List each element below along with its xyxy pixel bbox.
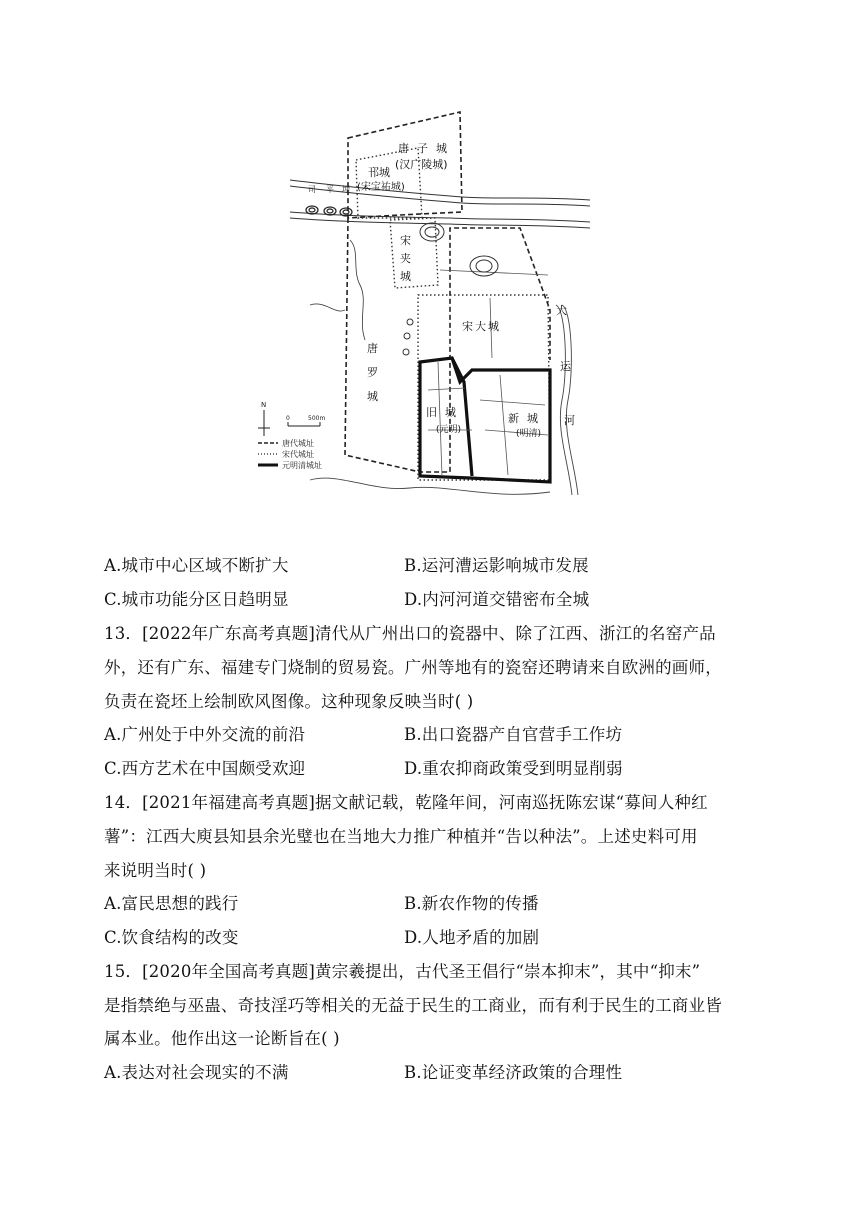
label-da: 大 (556, 304, 567, 317)
q12-option-d: D.内河河道交错密布全城 (404, 590, 590, 609)
label-yun: 运 (560, 360, 571, 373)
q15-option-a: A.表达对社会现实的不满 (104, 1063, 289, 1082)
label-han-guangling: (汉广陵城) (395, 158, 448, 171)
q13-stem-line3: 负责在瓷坯上绘制欧风图像。这种现象反映当时( ) (104, 692, 474, 711)
lock-icons (306, 206, 352, 216)
svg-text:平: 平 (326, 185, 334, 194)
legend-song: 宋代城址 (282, 450, 314, 459)
q13-option-c: C.西方艺术在中国颇受欢迎 (104, 759, 306, 778)
street-lines (428, 270, 548, 476)
label-jiu-cheng: 旧城 (426, 406, 464, 419)
river-lines (290, 180, 590, 228)
q14-stem-line1: 14．[2021年福建高考真题]据文献记载，乾隆年间，河南巡抚陈宏谋“募间人种红 (104, 793, 708, 812)
legend-tang: 唐代城址 (282, 439, 314, 448)
q14-option-b: B.新农作物的传播 (404, 894, 539, 913)
city-map-figure (250, 100, 590, 540)
label-tang-luo-1: 唐 (367, 342, 378, 355)
q12-option-c: C.城市功能分区日趋明显 (104, 590, 289, 609)
label-he: 河 (564, 414, 575, 427)
q14-option-c: C.饮食结构的改变 (104, 928, 239, 947)
scale-label: 500m (308, 415, 326, 422)
label-bao-cheng: 邗城 (368, 166, 390, 179)
outer-river (310, 304, 578, 495)
q13-stem-line2: 外，还有广东、福建专门烧制的贸易瓷。广州等地有的瓷窑还聘请来自欧洲的画师， (104, 658, 722, 677)
q13-option-d: D.重农抑商政策受到明显削弱 (404, 759, 623, 778)
label-ming-qing: (明清) (516, 429, 542, 439)
legend-ymq: 元明清城址 (282, 461, 322, 470)
q13-option-a: A.广州处于中外交流的前沿 (104, 725, 306, 744)
svg-text:司: 司 (308, 185, 316, 194)
label-song-jia-2: 夹 (400, 252, 411, 265)
label-tang-zicheng: 唐子城 (398, 142, 455, 155)
q13-stem-line1: 13．[2022年广东高考真题]清代从广州出口的瓷器中、除了江西、浙江的名窑产品 (104, 624, 716, 643)
q13-option-b: B.出口瓷器产自官营手工作坊 (404, 725, 623, 744)
label-song-jia-1: 宋 (400, 234, 411, 247)
svg-text:0: 0 (286, 415, 290, 422)
label-song-da: 宋大城 (462, 320, 501, 333)
q14-option-a: A.富民思想的践行 (104, 894, 239, 913)
q15-stem-line3: 属本业。他作出这一论断旨在( ) (104, 1029, 340, 1048)
q15-stem-line1: 15．[2020年全国高考真题]黄宗羲提出，古代圣王倡行“崇本抑末”，其中“抑末” (104, 962, 701, 981)
scale-bar (288, 422, 320, 426)
label-xin-cheng: 新城 (508, 412, 546, 425)
pond-shapes (350, 223, 498, 355)
q12-option-b: B.运河漕运影响城市发展 (404, 556, 589, 575)
q12-option-a: A.城市中心区域不断扩大 (104, 556, 289, 575)
label-song-jia-3: 城 (400, 270, 411, 283)
north-arrow-icon (258, 410, 270, 436)
svg-text:埋: 埋 (342, 185, 350, 194)
q14-stem-line2: 薯”：江西大庾县知县余光璧也在当地大力推广种植并“告以种法”。上述史料可用 (104, 827, 698, 846)
label-tang-luo-3: 城 (367, 390, 378, 403)
label-song-baoyou: (宋宝祐城) (357, 182, 405, 193)
north-label: N (261, 401, 267, 409)
q14-stem-line3: 来说明当时( ) (104, 861, 207, 880)
legend (258, 438, 322, 470)
q15-stem-line2: 是指禁绝与巫蛊、奇技淫巧等相关的无益于民生的工商业，而有利于民生的工商业皆 (104, 996, 722, 1015)
label-yuan-ming: (元明) (436, 425, 462, 435)
label-tang-luo-2: 罗 (367, 366, 378, 379)
q15-option-b: B.论证变革经济政策的合理性 (404, 1063, 623, 1082)
q14-option-d: D.人地矛盾的加剧 (404, 928, 540, 947)
